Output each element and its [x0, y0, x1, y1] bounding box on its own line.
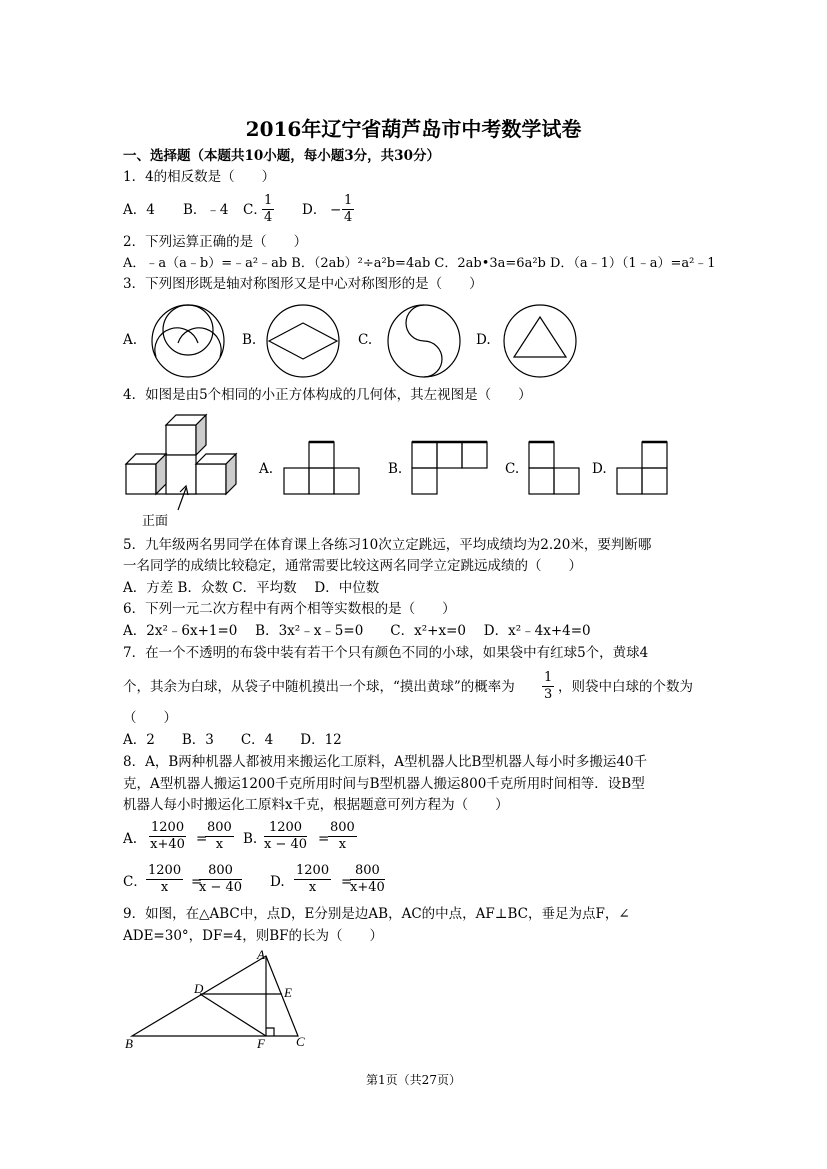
- q1-fraction-c: $\frac{1}{4}$: [264, 193, 273, 225]
- q5-line2: 一名同学的成绩比较稳定，通常需要比较这两名同学立定跳远成绩的（ ）: [123, 558, 582, 574]
- q1-option-d: D．: [302, 202, 327, 218]
- q4-option-d: D.: [592, 461, 607, 477]
- q2-options: A．﹣a（a﹣b）=﹣a²﹣ab B．（2ab）²÷a²b=4ab C．2ab•3a=6a²b D．（a﹣1）（1﹣a）=a²﹣1: [123, 256, 716, 271]
- q8-a-frac1: $\frac{1200}{x+40}$: [150, 820, 185, 852]
- q1-minus-sign: −: [330, 202, 342, 218]
- q8-c-equals: =: [191, 874, 203, 890]
- q4-option-a: A.: [259, 461, 274, 477]
- q5-line1: 5．九年级两名男同学在体育课上各练习10次立定跳远，平均成绩均为2.20米，要判断哪: [123, 537, 652, 553]
- q4-stem: 4．如图是由5个相同的小正方体构成的几何体，其左视图是（ ）: [123, 387, 532, 403]
- q9-line1: 9．如图，在△ABC中，点D，E分别是边AB，AC的中点，AF⊥BC，垂足为点F，∠: [123, 906, 630, 922]
- q8-option-c: C．: [123, 874, 147, 890]
- q9-label-F: F: [257, 1036, 265, 1051]
- section-heading: 一、选择题（本题共10小题，每小题3分，共30分）: [123, 148, 440, 164]
- q9-label-D: D: [194, 981, 204, 996]
- q3-figure-a: [150, 303, 226, 379]
- q3-figure-c: [386, 303, 462, 379]
- q9-label-A: A: [257, 947, 265, 962]
- q9-label-C: C: [296, 1034, 305, 1049]
- q8-d-frac2: $\frac{800}{x+40}$: [350, 863, 385, 895]
- q6-stem: 6．下列一元二次方程中有两个相等实数根的是（ ）: [123, 601, 456, 617]
- q3-figure-d: [502, 303, 578, 379]
- q8-c-frac1: $\frac{1200}{x}$: [148, 863, 182, 895]
- q1-fraction-d: $\frac{1}{4}$: [344, 193, 353, 225]
- q8-option-d: D.: [270, 874, 285, 890]
- q8-b-frac1: $\frac{1200}{x - 40}$: [264, 820, 308, 852]
- q3-option-b: B.: [242, 332, 257, 348]
- q7-line2a: 个，其余为白球，从袋子中随机摸出一个球，“摸出黄球”的概率为: [123, 679, 515, 695]
- q8-d-equals: =: [341, 874, 353, 890]
- q4-front-label: 正面: [142, 514, 169, 529]
- q4-option-c: C.: [505, 461, 520, 477]
- q1-option-c: C．: [243, 202, 267, 218]
- q7-fraction: $\frac{1}{3}$: [544, 670, 553, 702]
- q8-b-frac2: $\frac{800}{x}$: [330, 820, 355, 852]
- q8-c-frac2: $\frac{800}{x - 40}$: [199, 863, 243, 895]
- q3-figure-b: [265, 303, 341, 379]
- q8-line1: 8．A，B两种机器人都被用来搬运化工原料，A型机器人比B型机器人每小时多搬运40千: [123, 754, 648, 770]
- q7-line2b: ，则袋中白球的个数为: [558, 679, 693, 695]
- q7-line3: （ ）: [123, 710, 177, 726]
- q1-option-a: A．4: [123, 202, 155, 218]
- q9-triangle-figure: [120, 948, 320, 1053]
- page-title: 2016年辽宁省葫芦岛市中考数学试卷: [245, 117, 582, 141]
- q3-stem: 3．下列图形既是轴对称图形又是中心对称图形的是（ ）: [123, 276, 483, 292]
- q9-label-E: E: [284, 985, 292, 1000]
- q3-option-d: D.: [476, 332, 491, 348]
- q4-view-a: [284, 440, 364, 496]
- q4-view-c: [528, 440, 584, 496]
- q8-option-b: B.: [243, 831, 258, 847]
- q4-solid-figure: [120, 410, 245, 520]
- page-footer: 第1页（共27页）: [366, 1073, 461, 1087]
- q3-option-c: C.: [358, 332, 373, 348]
- q9-label-B: B: [125, 1036, 133, 1051]
- q7-line1: 7．在一个不透明的布袋中装有若干个只有颜色不同的小球，如果袋中有红球5个，黄球4: [123, 645, 649, 661]
- q8-line2: 克，A型机器人搬运1200千克所用时间与B型机器人搬运800千克所用时间相等．设B型: [123, 776, 645, 792]
- q7-options: A．2 B．3 C．4 D．12: [123, 732, 342, 748]
- q4-option-b: B.: [388, 461, 403, 477]
- q8-a-equals: =: [196, 831, 208, 847]
- q8-a-frac2: $\frac{800}{x}$: [207, 820, 232, 852]
- q8-line3: 机器人每小时搬运化工原料x千克，根据题意可列方程为（ ）: [123, 797, 509, 813]
- q1-stem: 1．4的相反数是（ ）: [123, 169, 276, 185]
- q2-stem: 2．下列运算正确的是（ ）: [123, 234, 308, 250]
- q5-options: A．方差 B．众数 C．平均数 D．中位数: [123, 580, 380, 596]
- q6-options: A．2x²﹣6x+1=0 B．3x²﹣x﹣5=0 C．x²+x=0 D．x²﹣4x+4=0: [123, 623, 591, 639]
- q9-line2: ADE=30°，DF=4，则BF的长为（ ）: [123, 928, 384, 944]
- q8-b-equals: =: [318, 831, 330, 847]
- q8-d-frac1: $\frac{1200}{x}$: [296, 863, 330, 895]
- q1-option-b: B．﹣4: [183, 202, 229, 218]
- q4-view-d: [617, 440, 673, 496]
- q3-option-a: A.: [123, 332, 138, 348]
- q4-view-b: [411, 440, 491, 496]
- q8-option-a: A.: [123, 831, 138, 847]
